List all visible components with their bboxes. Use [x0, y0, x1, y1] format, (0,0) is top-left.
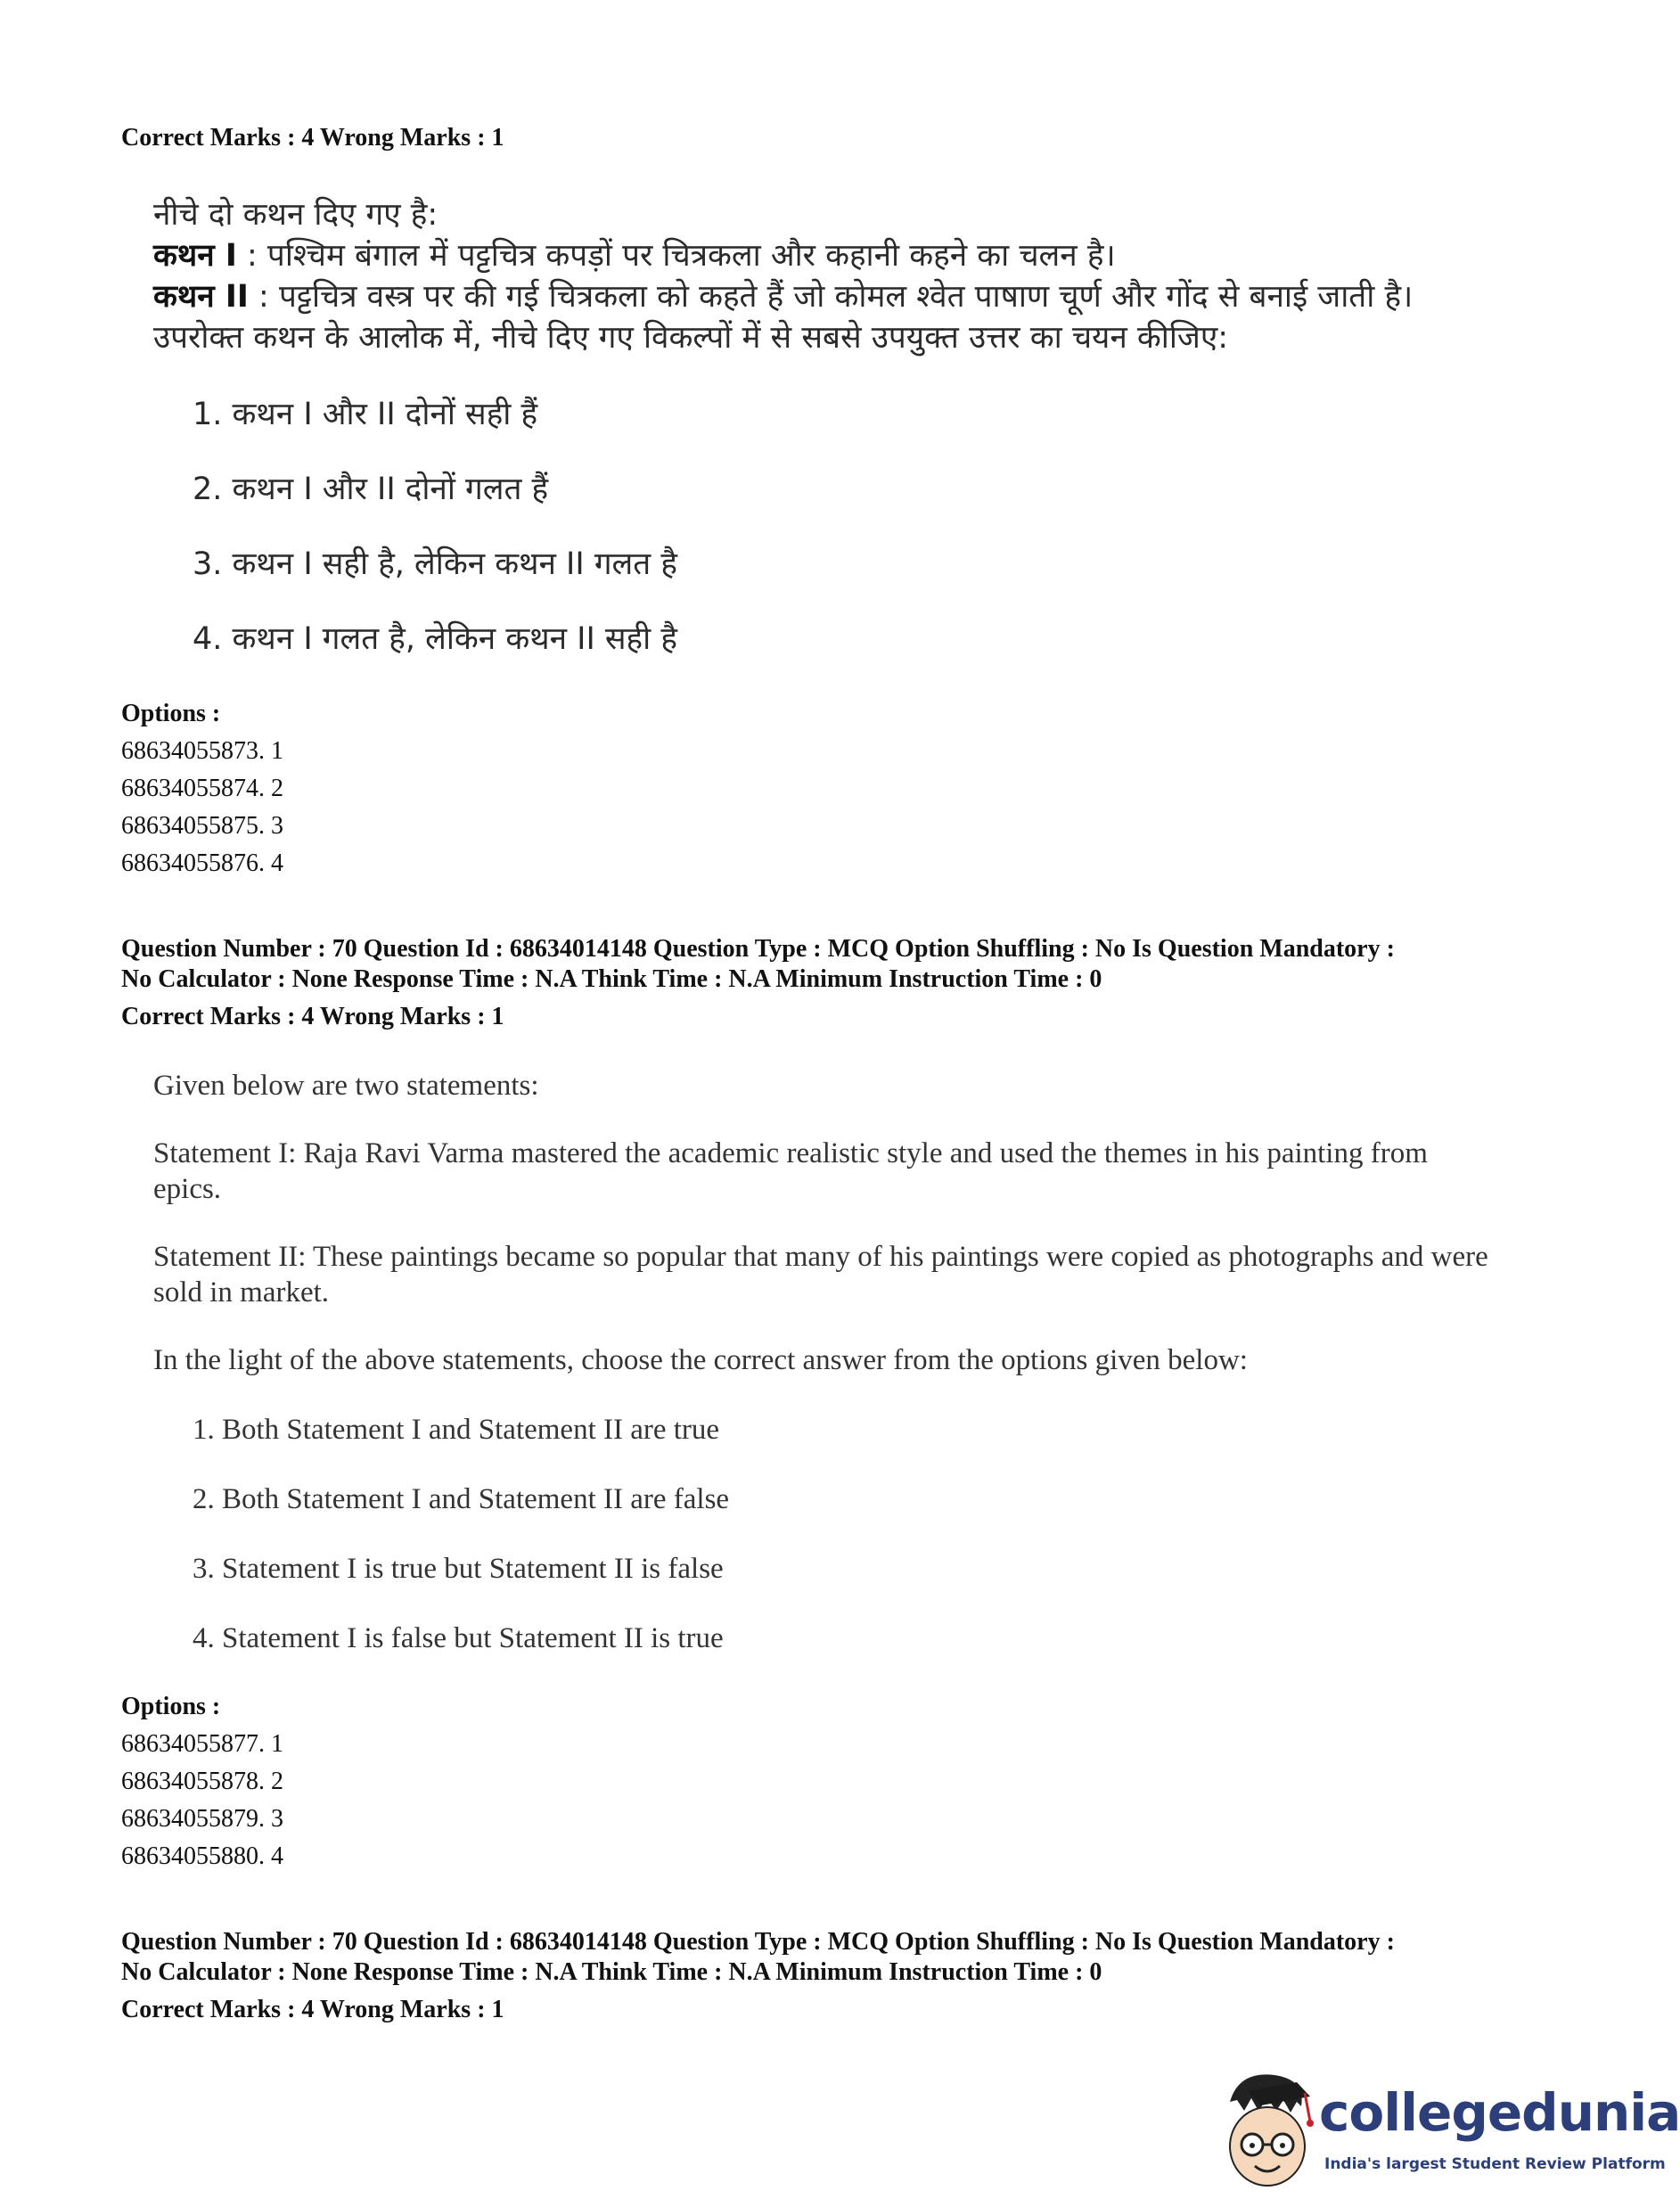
marks-line: Correct Marks : 4 Wrong Marks : 1	[121, 1996, 504, 2023]
choice-3: 3. कथन I सही है, लेकिन कथन II गलत है	[193, 546, 677, 582]
option-id-4: 68634055880. 4	[121, 1842, 283, 1870]
choice-1: 1. कथन I और II दोनों सही हैं	[193, 397, 538, 432]
question-image-english	[153, 1066, 1490, 1672]
question-intro: नीचे दो कथन दिए गए है:	[153, 197, 438, 233]
choice-4: 4. कथन I गलत है, लेकिन कथन II सही है	[193, 621, 677, 657]
choice-1: 1. Both Statement I and Statement II are true	[193, 1414, 720, 1446]
question-meta-line-2: No Calculator : None Response Time : N.A Think Time : N.A Minimum Instruction Time : 0	[121, 965, 1102, 993]
statement-2: Statement II: These paintings became so popular that many of his paintings were copied as photographs and were sold in market.	[153, 1241, 1488, 1309]
option-id-1: 68634055873. 1	[121, 737, 283, 765]
options-label: Options :	[121, 1693, 221, 1720]
statement-2-text: : पट्टचित्र वस्त्र पर की गई चित्रकला को कहते हैं जो कोमल श्वेत पाषाण चूर्ण और गोंद से बनाई जाती है।	[248, 279, 1414, 315]
marks-line: Correct Marks : 4 Wrong Marks : 1	[121, 124, 504, 152]
option-id-3: 68634055875. 3	[121, 812, 283, 840]
statement-2-label: कथन II	[153, 279, 249, 315]
statement-1-label: कथन I	[153, 238, 237, 274]
choice-2: 2. Both Statement I and Statement II are false	[193, 1483, 730, 1515]
question-instruction: In the light of the above statements, choose the correct answer from the options given below:	[153, 1344, 1248, 1376]
option-id-2: 68634055878. 2	[121, 1768, 283, 1795]
option-id-3: 68634055879. 3	[121, 1805, 283, 1833]
question-intro: Given below are two statements:	[153, 1070, 539, 1102]
marks-line: Correct Marks : 4 Wrong Marks : 1	[121, 1003, 504, 1030]
question-meta-line-1: Question Number : 70 Question Id : 68634014148 Question Type : MCQ Option Shuffling : No Is Question Mandatory :	[121, 1928, 1395, 1956]
question-image-hindi	[153, 189, 1490, 670]
collegedunia-logo	[1212, 2066, 1680, 2200]
choice-2: 2. कथन I और II दोनों गलत हैं	[193, 472, 549, 507]
statement-1	[153, 235, 1116, 276]
option-id-1: 68634055877. 1	[121, 1730, 283, 1758]
choice-3: 3. Statement I is true but Statement II is false	[193, 1553, 724, 1585]
question-meta-line-1: Question Number : 70 Question Id : 68634014148 Question Type : MCQ Option Shuffling : No Is Question Mandatory :	[121, 935, 1395, 963]
logo-tagline: India's largest Student Review Platform	[1324, 2155, 1666, 2173]
option-id-4: 68634055876. 4	[121, 849, 283, 877]
statement-1: Statement I: Raja Ravi Varma mastered the academic realistic style and used the themes in his painting from epics.	[153, 1137, 1428, 1205]
option-id-2: 68634055874. 2	[121, 775, 283, 802]
logo-wordmark: collegedunia	[1319, 2082, 1680, 2143]
statement-2	[153, 276, 1413, 317]
options-label: Options :	[121, 700, 221, 727]
mascot-icon	[1212, 2066, 1319, 2200]
question-instruction: उपरोक्त कथन के आलोक में, नीचे दिए गए विकल्पों में से सबसे उपयुक्त उत्तर का चयन कीजिए:	[153, 320, 1229, 356]
statement-1-text: : पश्चिम बंगाल में पट्टचित्र कपड़ों पर चित्रकला और कहानी कहने का चलन है।	[236, 238, 1116, 274]
question-meta-line-2: No Calculator : None Response Time : N.A Think Time : N.A Minimum Instruction Time : 0	[121, 1958, 1102, 1986]
choice-4: 4. Statement I is false but Statement II is true	[193, 1622, 724, 1654]
